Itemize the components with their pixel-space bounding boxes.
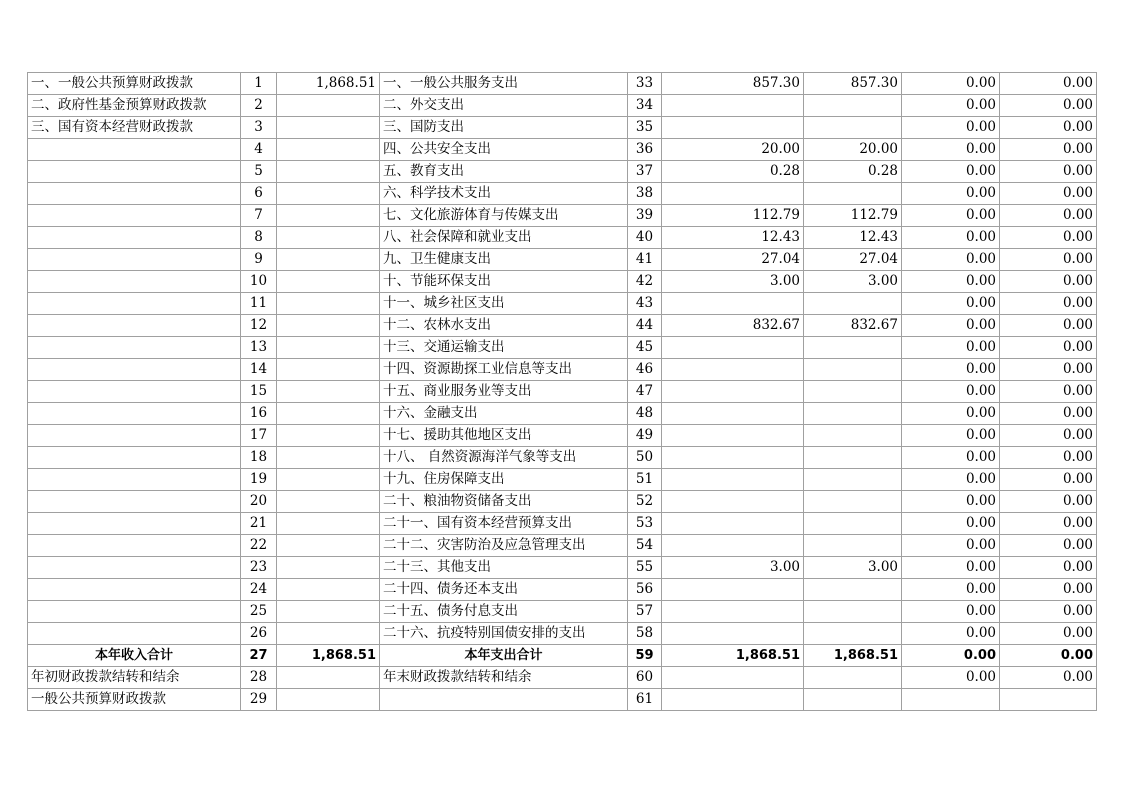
income-line-no: 28 (241, 667, 277, 689)
expense-item: 四、公共安全支出 (380, 139, 628, 161)
expense-total: 27.04 (662, 249, 804, 271)
expense-line-no: 43 (628, 293, 662, 315)
expense-line-no: 58 (628, 623, 662, 645)
expense-item: 二、外交支出 (380, 95, 628, 117)
state-capital-amount: 0.00 (1000, 425, 1097, 447)
expense-line-no: 47 (628, 381, 662, 403)
state-capital-amount: 0.00 (1000, 513, 1097, 535)
income-amount (277, 425, 380, 447)
expense-total (662, 447, 804, 469)
expense-item: 十二、农林水支出 (380, 315, 628, 337)
expense-item: 二十五、债务付息支出 (380, 601, 628, 623)
table-row (28, 601, 1097, 623)
income-item (28, 381, 241, 403)
expense-item: 二十六、抗疫特别国债安排的支出 (380, 623, 628, 645)
income-amount (277, 359, 380, 381)
general-budget-amount (804, 447, 902, 469)
income-amount (277, 293, 380, 315)
income-amount (277, 227, 380, 249)
expense-line-no: 42 (628, 271, 662, 293)
government-fund-amount: 0.00 (902, 73, 1000, 95)
income-amount (277, 535, 380, 557)
state-capital-amount: 0.00 (1000, 139, 1097, 161)
income-amount (277, 469, 380, 491)
expense-item: 年末财政拨款结转和结余 (380, 667, 628, 689)
income-line-no: 12 (241, 315, 277, 337)
government-fund-amount: 0.00 (902, 161, 1000, 183)
expense-total: 0.28 (662, 161, 804, 183)
expense-item: 本年支出合计 (380, 645, 628, 667)
table-row (28, 579, 1097, 601)
government-fund-amount: 0.00 (902, 205, 1000, 227)
expense-item: 五、教育支出 (380, 161, 628, 183)
expense-item (380, 689, 628, 711)
expense-line-no: 51 (628, 469, 662, 491)
expense-item: 二十三、其他支出 (380, 557, 628, 579)
expense-item: 九、卫生健康支出 (380, 249, 628, 271)
expense-line-no: 36 (628, 139, 662, 161)
expense-total (662, 403, 804, 425)
expense-line-no: 60 (628, 667, 662, 689)
income-amount (277, 381, 380, 403)
income-line-no: 29 (241, 689, 277, 711)
income-item (28, 557, 241, 579)
income-item (28, 271, 241, 293)
government-fund-amount: 0.00 (902, 579, 1000, 601)
income-amount (277, 139, 380, 161)
table-row (28, 315, 1097, 337)
state-capital-amount: 0.00 (1000, 315, 1097, 337)
expense-total (662, 425, 804, 447)
expense-line-no: 57 (628, 601, 662, 623)
income-line-no: 22 (241, 535, 277, 557)
income-item (28, 535, 241, 557)
table-row (28, 95, 1097, 117)
expense-item: 十四、资源勘探工业信息等支出 (380, 359, 628, 381)
expense-item: 十八、 自然资源海洋气象等支出 (380, 447, 628, 469)
state-capital-amount: 0.00 (1000, 601, 1097, 623)
government-fund-amount: 0.00 (902, 469, 1000, 491)
table-row (28, 425, 1097, 447)
state-capital-amount: 0.00 (1000, 491, 1097, 513)
income-amount (277, 447, 380, 469)
table-row (28, 293, 1097, 315)
expense-line-no: 50 (628, 447, 662, 469)
expense-line-no: 40 (628, 227, 662, 249)
income-amount (277, 623, 380, 645)
government-fund-amount (902, 689, 1000, 711)
government-fund-amount: 0.00 (902, 337, 1000, 359)
income-amount: 1,868.51 (277, 73, 380, 95)
expense-total (662, 513, 804, 535)
expense-line-no: 48 (628, 403, 662, 425)
general-budget-amount: 857.30 (804, 73, 902, 95)
expense-total: 1,868.51 (662, 645, 804, 667)
income-item (28, 337, 241, 359)
government-fund-amount: 0.00 (902, 359, 1000, 381)
expense-item: 十九、住房保障支出 (380, 469, 628, 491)
table-row (28, 381, 1097, 403)
general-budget-amount (804, 535, 902, 557)
general-budget-amount: 832.67 (804, 315, 902, 337)
expense-item: 三、国防支出 (380, 117, 628, 139)
income-line-no: 7 (241, 205, 277, 227)
government-fund-amount: 0.00 (902, 623, 1000, 645)
expense-item: 六、科学技术支出 (380, 183, 628, 205)
general-budget-amount (804, 623, 902, 645)
income-item: 一、一般公共预算财政拨款 (28, 73, 241, 95)
expense-total (662, 689, 804, 711)
expense-line-no: 55 (628, 557, 662, 579)
income-amount (277, 601, 380, 623)
income-line-no: 14 (241, 359, 277, 381)
table-row (28, 249, 1097, 271)
expense-item: 十六、金融支出 (380, 403, 628, 425)
income-item: 二、政府性基金预算财政拨款 (28, 95, 241, 117)
government-fund-amount: 0.00 (902, 667, 1000, 689)
general-budget-amount (804, 579, 902, 601)
income-item (28, 227, 241, 249)
table-row (28, 117, 1097, 139)
expense-item: 二十四、债务还本支出 (380, 579, 628, 601)
income-amount (277, 513, 380, 535)
income-amount (277, 667, 380, 689)
government-fund-amount: 0.00 (902, 139, 1000, 161)
income-amount (277, 205, 380, 227)
table-row (28, 183, 1097, 205)
state-capital-amount: 0.00 (1000, 249, 1097, 271)
expense-total (662, 183, 804, 205)
table-row (28, 623, 1097, 645)
income-line-no: 13 (241, 337, 277, 359)
state-capital-amount: 0.00 (1000, 645, 1097, 667)
general-budget-amount (804, 381, 902, 403)
state-capital-amount: 0.00 (1000, 469, 1097, 491)
state-capital-amount: 0.00 (1000, 447, 1097, 469)
table-body (28, 73, 1097, 711)
state-capital-amount: 0.00 (1000, 117, 1097, 139)
expense-item: 二十二、灾害防治及应急管理支出 (380, 535, 628, 557)
income-amount (277, 403, 380, 425)
expense-total: 832.67 (662, 315, 804, 337)
income-line-no: 1 (241, 73, 277, 95)
income-amount (277, 579, 380, 601)
income-item (28, 139, 241, 161)
income-amount (277, 183, 380, 205)
income-item (28, 623, 241, 645)
government-fund-amount: 0.00 (902, 227, 1000, 249)
income-amount (277, 117, 380, 139)
general-budget-amount (804, 667, 902, 689)
government-fund-amount: 0.00 (902, 403, 1000, 425)
income-line-no: 20 (241, 491, 277, 513)
income-amount (277, 337, 380, 359)
general-budget-amount (804, 689, 902, 711)
state-capital-amount (1000, 689, 1097, 711)
income-item (28, 315, 241, 337)
income-line-no: 27 (241, 645, 277, 667)
state-capital-amount: 0.00 (1000, 271, 1097, 293)
expense-total (662, 359, 804, 381)
expense-line-no: 44 (628, 315, 662, 337)
state-capital-amount: 0.00 (1000, 205, 1097, 227)
income-item (28, 161, 241, 183)
general-budget-amount: 20.00 (804, 139, 902, 161)
general-budget-amount (804, 513, 902, 535)
expense-total (662, 381, 804, 403)
general-budget-amount (804, 337, 902, 359)
expense-item: 一、一般公共服务支出 (380, 73, 628, 95)
expense-total (662, 579, 804, 601)
general-budget-amount: 112.79 (804, 205, 902, 227)
income-item: 本年收入合计 (28, 645, 241, 667)
expense-line-no: 61 (628, 689, 662, 711)
government-fund-amount: 0.00 (902, 95, 1000, 117)
expense-line-no: 56 (628, 579, 662, 601)
income-amount (277, 689, 380, 711)
table-row (28, 359, 1097, 381)
income-amount (277, 315, 380, 337)
carryover-row (28, 689, 1097, 711)
income-item (28, 205, 241, 227)
government-fund-amount: 0.00 (902, 425, 1000, 447)
general-budget-amount (804, 293, 902, 315)
expense-total (662, 117, 804, 139)
state-capital-amount: 0.00 (1000, 337, 1097, 359)
expense-total (662, 667, 804, 689)
government-fund-amount: 0.00 (902, 601, 1000, 623)
government-fund-amount: 0.00 (902, 535, 1000, 557)
expense-total: 3.00 (662, 557, 804, 579)
expense-line-no: 54 (628, 535, 662, 557)
table-row (28, 139, 1097, 161)
expense-total (662, 535, 804, 557)
table-row (28, 271, 1097, 293)
income-item (28, 403, 241, 425)
government-fund-amount: 0.00 (902, 293, 1000, 315)
fiscal-appropriation-table (27, 72, 1097, 711)
expense-line-no: 46 (628, 359, 662, 381)
table-row (28, 535, 1097, 557)
table-row (28, 205, 1097, 227)
income-item (28, 491, 241, 513)
total-row (28, 645, 1097, 667)
general-budget-amount (804, 491, 902, 513)
state-capital-amount: 0.00 (1000, 403, 1097, 425)
income-item (28, 293, 241, 315)
government-fund-amount: 0.00 (902, 271, 1000, 293)
general-budget-amount (804, 117, 902, 139)
table-row (28, 491, 1097, 513)
carryover-row (28, 667, 1097, 689)
table-row (28, 513, 1097, 535)
income-amount (277, 557, 380, 579)
general-budget-amount (804, 359, 902, 381)
income-item (28, 579, 241, 601)
state-capital-amount: 0.00 (1000, 359, 1097, 381)
state-capital-amount: 0.00 (1000, 161, 1097, 183)
table-row (28, 337, 1097, 359)
expense-line-no: 53 (628, 513, 662, 535)
government-fund-amount: 0.00 (902, 491, 1000, 513)
expense-line-no: 33 (628, 73, 662, 95)
general-budget-amount: 12.43 (804, 227, 902, 249)
table-row (28, 403, 1097, 425)
table-row (28, 73, 1097, 95)
general-budget-amount (804, 469, 902, 491)
state-capital-amount: 0.00 (1000, 183, 1097, 205)
state-capital-amount: 0.00 (1000, 557, 1097, 579)
income-amount (277, 249, 380, 271)
expense-line-no: 39 (628, 205, 662, 227)
government-fund-amount: 0.00 (902, 315, 1000, 337)
general-budget-amount: 3.00 (804, 557, 902, 579)
income-line-no: 15 (241, 381, 277, 403)
expense-item: 十五、商业服务业等支出 (380, 381, 628, 403)
income-line-no: 4 (241, 139, 277, 161)
income-line-no: 23 (241, 557, 277, 579)
expense-line-no: 41 (628, 249, 662, 271)
state-capital-amount: 0.00 (1000, 381, 1097, 403)
government-fund-amount: 0.00 (902, 249, 1000, 271)
expense-total (662, 293, 804, 315)
income-amount (277, 161, 380, 183)
expense-line-no: 59 (628, 645, 662, 667)
expense-line-no: 38 (628, 183, 662, 205)
table-row (28, 227, 1097, 249)
expense-line-no: 49 (628, 425, 662, 447)
general-budget-amount (804, 183, 902, 205)
general-budget-amount (804, 601, 902, 623)
state-capital-amount: 0.00 (1000, 667, 1097, 689)
general-budget-amount: 0.28 (804, 161, 902, 183)
income-item (28, 447, 241, 469)
expense-total (662, 95, 804, 117)
general-budget-amount: 1,868.51 (804, 645, 902, 667)
expense-item: 七、文化旅游体育与传媒支出 (380, 205, 628, 227)
expense-line-no: 37 (628, 161, 662, 183)
government-fund-amount: 0.00 (902, 645, 1000, 667)
income-item (28, 469, 241, 491)
expense-total (662, 469, 804, 491)
expense-item: 十一、城乡社区支出 (380, 293, 628, 315)
state-capital-amount: 0.00 (1000, 535, 1097, 557)
table-row (28, 161, 1097, 183)
income-line-no: 17 (241, 425, 277, 447)
table-row (28, 447, 1097, 469)
income-amount (277, 271, 380, 293)
expense-line-no: 52 (628, 491, 662, 513)
table-row (28, 469, 1097, 491)
expense-total (662, 491, 804, 513)
income-amount (277, 491, 380, 513)
income-line-no: 21 (241, 513, 277, 535)
income-item (28, 183, 241, 205)
expense-item: 二十、粮油物资储备支出 (380, 491, 628, 513)
general-budget-amount (804, 425, 902, 447)
income-line-no: 9 (241, 249, 277, 271)
government-fund-amount: 0.00 (902, 447, 1000, 469)
income-item: 年初财政拨款结转和结余 (28, 667, 241, 689)
general-budget-amount: 27.04 (804, 249, 902, 271)
expense-item: 八、社会保障和就业支出 (380, 227, 628, 249)
expense-total (662, 623, 804, 645)
income-item (28, 601, 241, 623)
income-line-no: 10 (241, 271, 277, 293)
income-line-no: 19 (241, 469, 277, 491)
expense-item: 十三、交通运输支出 (380, 337, 628, 359)
expense-total: 20.00 (662, 139, 804, 161)
income-line-no: 5 (241, 161, 277, 183)
expense-total: 857.30 (662, 73, 804, 95)
expense-total: 3.00 (662, 271, 804, 293)
expense-total: 112.79 (662, 205, 804, 227)
government-fund-amount: 0.00 (902, 557, 1000, 579)
income-line-no: 8 (241, 227, 277, 249)
government-fund-amount: 0.00 (902, 183, 1000, 205)
state-capital-amount: 0.00 (1000, 227, 1097, 249)
income-line-no: 2 (241, 95, 277, 117)
income-item: 三、国有资本经营财政拨款 (28, 117, 241, 139)
income-item: 一般公共预算财政拨款 (28, 689, 241, 711)
expense-total (662, 601, 804, 623)
state-capital-amount: 0.00 (1000, 73, 1097, 95)
general-budget-amount (804, 95, 902, 117)
general-budget-amount (804, 403, 902, 425)
income-line-no: 3 (241, 117, 277, 139)
expense-item: 十七、援助其他地区支出 (380, 425, 628, 447)
expense-total: 12.43 (662, 227, 804, 249)
income-line-no: 26 (241, 623, 277, 645)
government-fund-amount: 0.00 (902, 117, 1000, 139)
income-item (28, 513, 241, 535)
expense-item: 二十一、国有资本经营预算支出 (380, 513, 628, 535)
table-row (28, 557, 1097, 579)
income-item (28, 359, 241, 381)
state-capital-amount: 0.00 (1000, 95, 1097, 117)
expense-line-no: 35 (628, 117, 662, 139)
general-budget-amount: 3.00 (804, 271, 902, 293)
income-line-no: 18 (241, 447, 277, 469)
expense-item: 十、节能环保支出 (380, 271, 628, 293)
government-fund-amount: 0.00 (902, 513, 1000, 535)
government-fund-amount: 0.00 (902, 381, 1000, 403)
income-amount (277, 95, 380, 117)
income-item (28, 249, 241, 271)
income-line-no: 24 (241, 579, 277, 601)
expense-line-no: 34 (628, 95, 662, 117)
income-line-no: 6 (241, 183, 277, 205)
income-line-no: 11 (241, 293, 277, 315)
expense-line-no: 45 (628, 337, 662, 359)
state-capital-amount: 0.00 (1000, 623, 1097, 645)
state-capital-amount: 0.00 (1000, 293, 1097, 315)
expense-total (662, 337, 804, 359)
state-capital-amount: 0.00 (1000, 579, 1097, 601)
income-item (28, 425, 241, 447)
income-amount: 1,868.51 (277, 645, 380, 667)
income-line-no: 16 (241, 403, 277, 425)
income-line-no: 25 (241, 601, 277, 623)
